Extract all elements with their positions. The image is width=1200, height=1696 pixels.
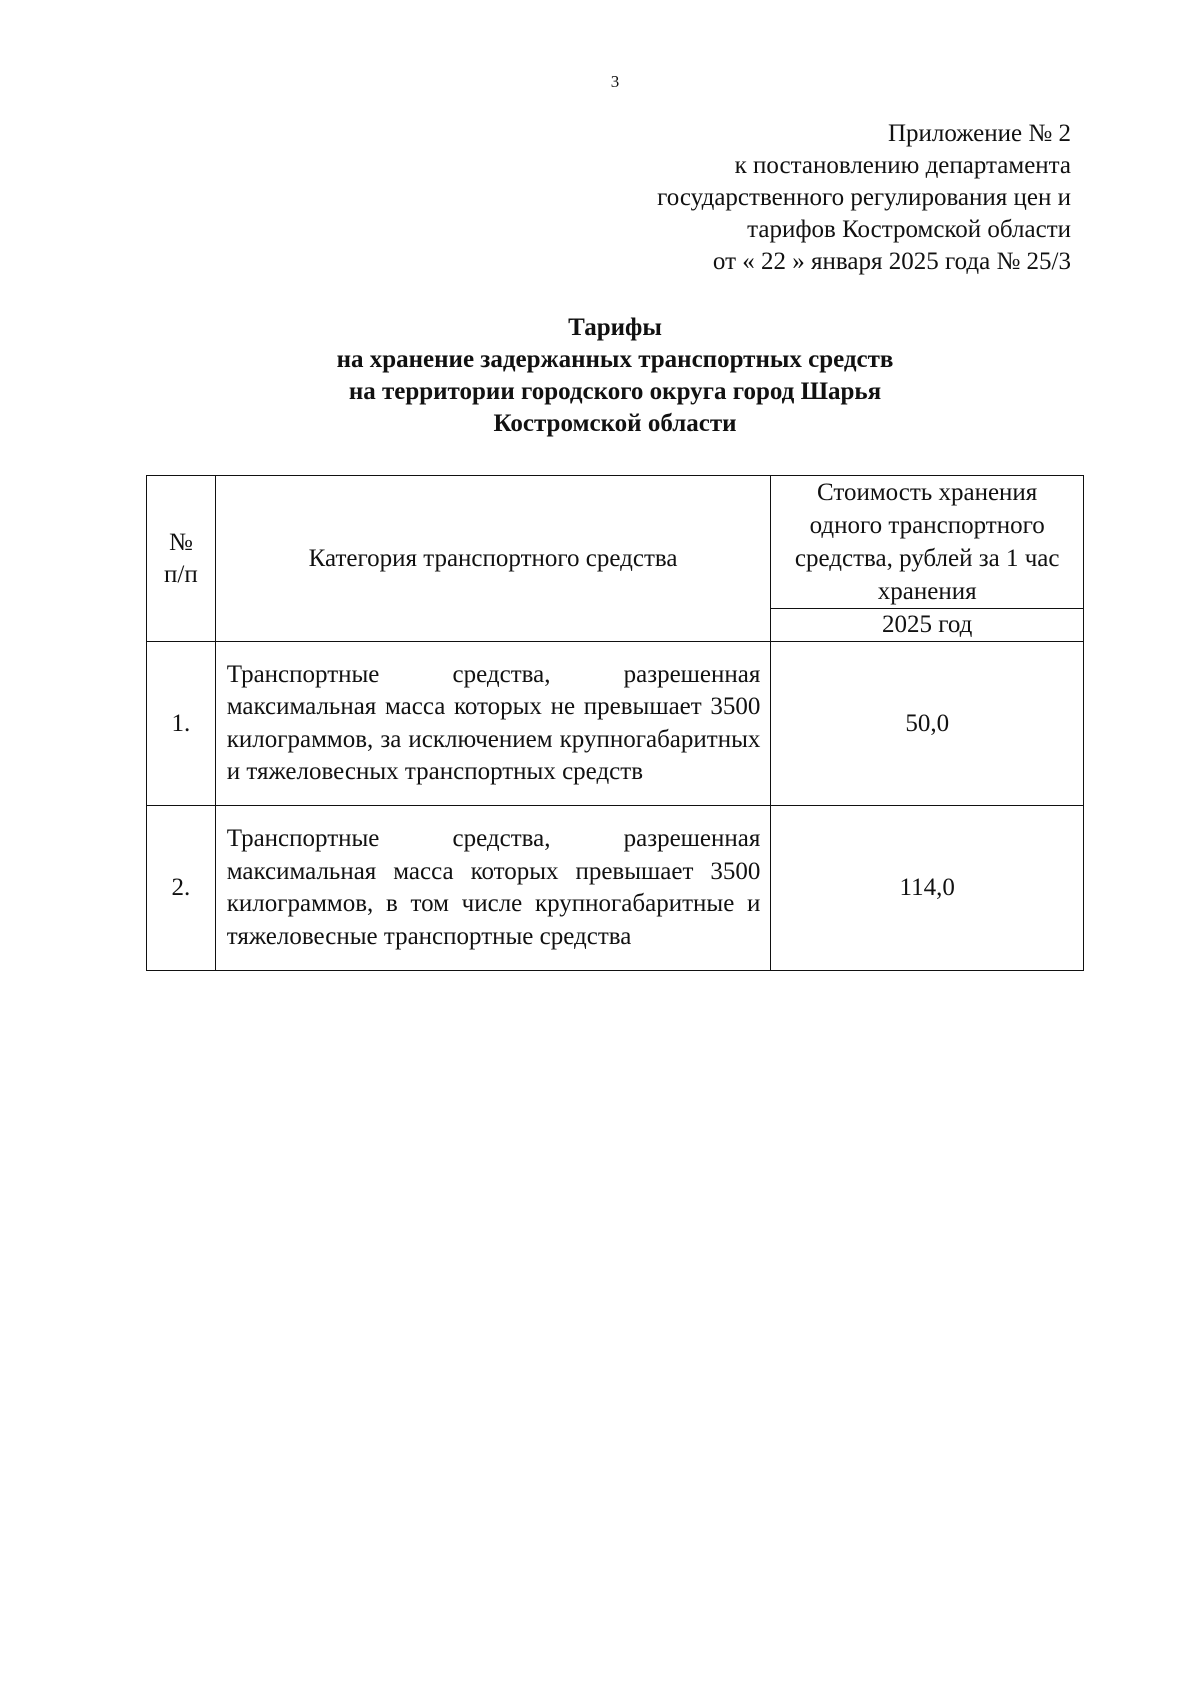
- header-number-label: № п/п: [164, 528, 198, 588]
- header-cost-label: Стоимость хранения одного транспортного средства, рублей за 1 час хранения: [794, 479, 1060, 605]
- row-category: [215, 806, 771, 971]
- appendix-line: тарифов Костромской области: [747, 216, 1071, 243]
- appendix-line: от « 22 » января 2025 года № 25/3: [712, 248, 1071, 275]
- title-line: Костромской области: [493, 410, 737, 437]
- title-line: на хранение задержанных транспортных средств: [336, 346, 894, 373]
- row-cost: 114,0: [771, 806, 1084, 971]
- appendix-line: государственного регулирования цен и: [657, 184, 1071, 211]
- page-number: 3: [610, 72, 620, 91]
- header-category: Категория транспортного средства: [215, 476, 771, 642]
- table-row: [147, 806, 1084, 971]
- header-number: [147, 476, 216, 642]
- tariffs-table: [146, 475, 1084, 971]
- header-cost: [771, 476, 1084, 609]
- appendix-line: Приложение № 2: [887, 120, 1071, 147]
- title-line: на территории городского округа город Шарья: [348, 378, 882, 405]
- appendix-line: к постановлению департамента: [734, 152, 1071, 179]
- title-line: Тарифы: [568, 314, 662, 341]
- row-category-text: Транспортные средства, разрешенная максимальная масса которых не превышает 3500 килограммов, за исключением крупногабаритных и тяжеловесных транспортных средств: [226, 660, 761, 785]
- row-cost: 50,0: [771, 642, 1084, 806]
- row-category: [215, 642, 771, 806]
- row-number: 1.: [147, 642, 216, 806]
- row-category-text: Транспортные средства, разрешенная максимальная масса которых превышает 3500 килограммов, в том числе крупногабаритные и тяжеловесные транспортные средства: [226, 825, 761, 950]
- header-year: 2025 год: [771, 609, 1084, 642]
- appendix-header: [511, 118, 1071, 278]
- row-number: 2.: [147, 806, 216, 971]
- table-row: [147, 642, 1084, 806]
- table-header-row: [147, 476, 1084, 609]
- document-title: [0, 312, 1200, 440]
